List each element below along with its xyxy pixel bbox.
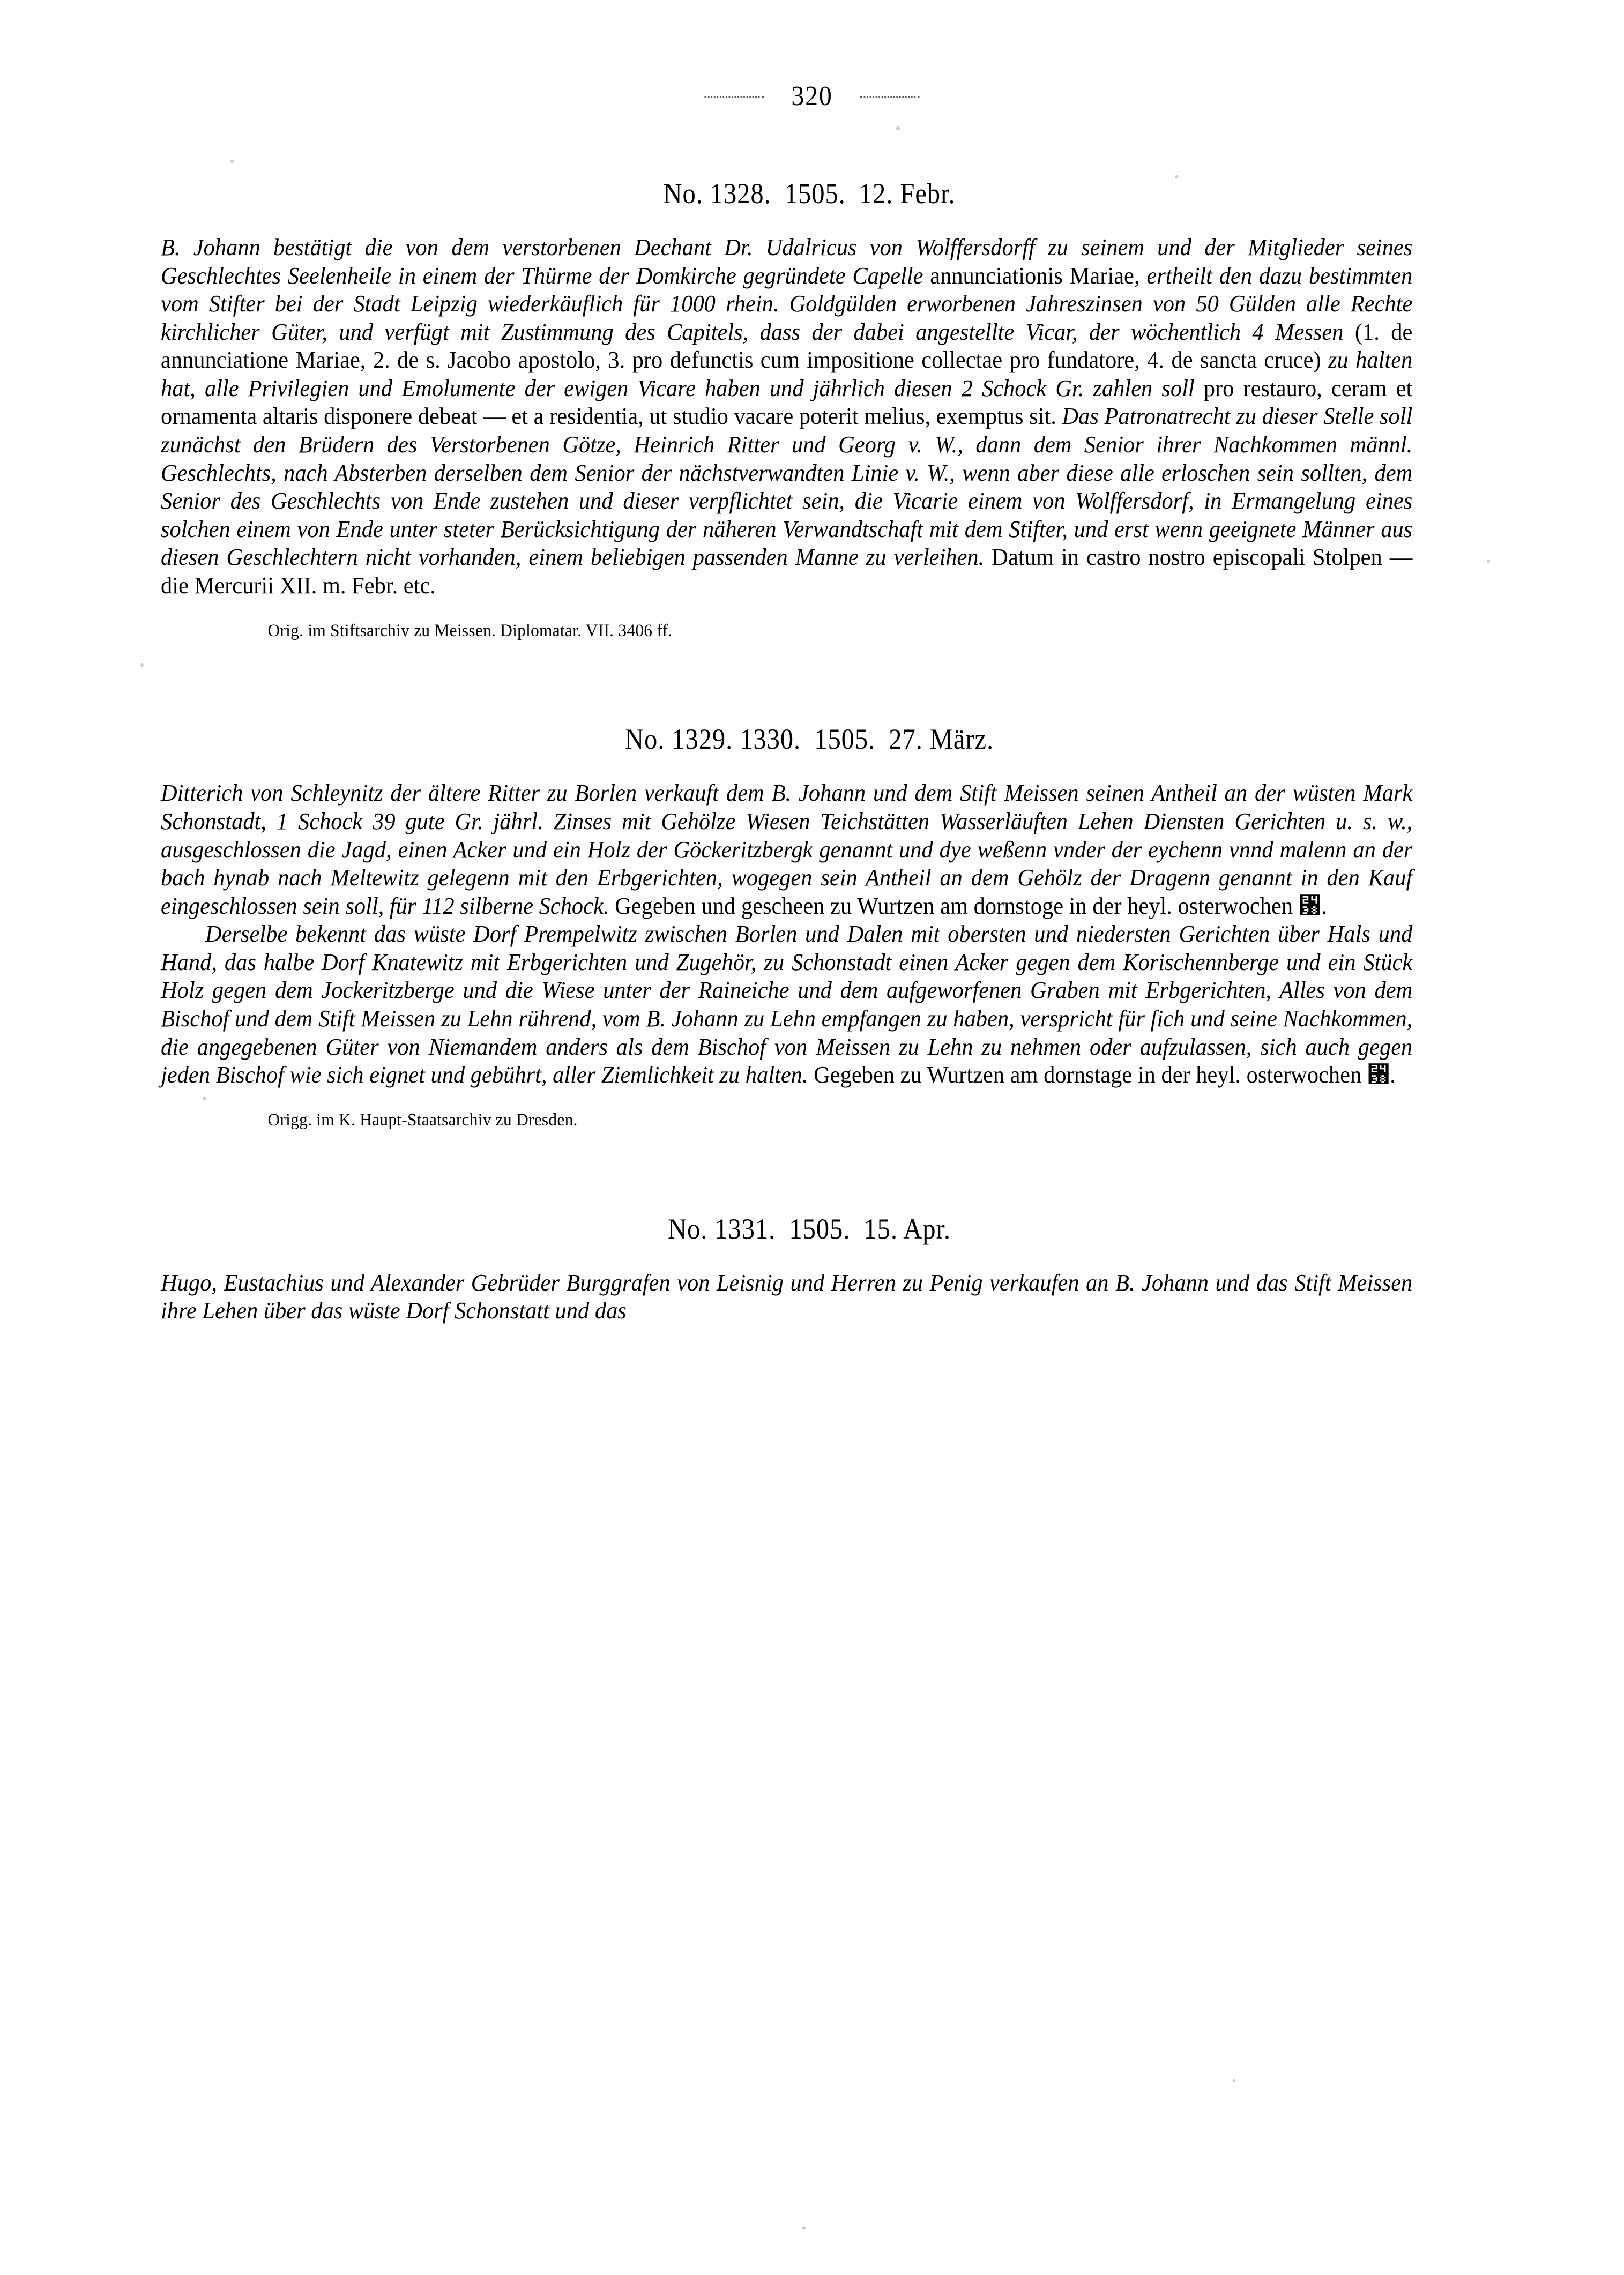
regest-run-latin: (1. de annunciatione Mariae, 2. de s. Jacobo apostolo, 3. pro defunctis cum impositione collectae pro fundatore, 4. de sancta cruce): [161, 318, 1413, 374]
scan-speck: [802, 2226, 806, 2230]
entry-heading-1328: [226, 177, 1393, 210]
regest-run-german: mit den Erbgerichten, wogegen sein Antheil an dem Gehölz der Dragenn genannt in den Kauf eingeschlossen sein soll, für 112 silberne Schock.: [161, 864, 1413, 919]
entry-year: 1505.: [814, 723, 876, 756]
regest-paragraph: [161, 234, 1412, 600]
running-head: [65, 80, 1559, 112]
regest-paragraph: [161, 779, 1412, 920]
entry-number: No. 1331.: [668, 1212, 776, 1245]
text-column: [161, 177, 1458, 1325]
regest-run-german: zu halten hat, alle Privilegien und Emolumente der ewigen Vicare haben und jährlich diesen 2 Schock Gr. zahlen soll: [161, 347, 1413, 401]
scan-speck: [1233, 2079, 1235, 2082]
regest-run-german: Ditterich von Schleynitz der ältere Ritter zu Borlen verkauft dem B. Johann und dem Stift Meissen seinen Antheil an der wüsten Mark Schonstadt, 1 Schock 39 gute Gr. jährl. Zinses mit Gehölze Wiesen Teichstätten Wasserläuften Lehen Diensten Gerichten u. s. w., ausgeschlossen die Jagd, einen Acker und ein Holz der Göckeritzbergk genannt und dye weßenn vnder der eychenn vnnd malenn an der bach hynab nach Meltewitz gelegenn: [161, 780, 1413, 891]
regest-run-german: Derselbe bekennt das wüste Dorf Prempelwitz zwischen Borlen und Dalen mit obersten und niedersten Gerichten über Hals und Hand, das halbe Dorf Knatewitz mit Erbgerichten und Zugehör, zu Schonstadt einen Acker gegen dem Korischennberge und ein Stück Holz gegen dem Jockeritzberge und die Wiese unter der Raineiche und dem aufgeworfenen Graben mit Erbgerichten, Alles von dem Bischof und dem Stift Meissen zu Lehn rührend, vom B. Johann zu Lehn empfangen zu haben, verspricht für ſich und seine Nachkommen, die angegebenen Güter von Niemandem anders als dem Bischof von Meissen zu Lehn zu nehmen oder aufzulassen, sich auch gegen jeden Bischof wie sich eignet und gebührt, aller Ziemlichkeit zu halten.: [161, 921, 1413, 1088]
entry-number: No. 1328.: [663, 177, 771, 210]
scan-speck: [140, 663, 144, 667]
regest-run-latin: annunciationis Mariae: [930, 262, 1134, 289]
entry-year: 1505.: [784, 177, 846, 210]
scan-speck: [896, 126, 900, 130]
source-note: Orig. im Stiftsarchiv zu Meissen. Diplomatar. VII. 3406 ff.: [267, 621, 673, 640]
regest-run-latin: pro restauro, ceram et ornamenta altaris disponere debeat — et a residentia, ut studio vacare poterit melius, exemptus sit.: [161, 375, 1413, 430]
regest-run-roman: Gegeben und gescheen zu Wurtzen am dornstoge in der heyl. osterwochen ␸.: [615, 892, 1327, 919]
regest-run-german: Das Patronatrecht zu dieser Stelle soll zunächst den Brüdern des Verstorbenen Götze, Heinrich Ritter und Georg v. W., dann dem Senior ihrer Nachkommen männl. Geschlechts, nach Absterben derselben dem Senior der nächstverwandten Linie v. W., wenn aber diese alle erloschen sein sollten, dem Senior des Geschlechts von Ende zustehen und dieser verpflichtet sein, die Vicarie einem von Wolffersdorf, in Ermangelung eines solchen einem von Ende unter steter Berücksichtigung der näheren Verwandtschaft mit dem Stifter, und erst wenn geeignete Männer aus diesen Geschlechtern nicht vorhanden, einem beliebigen passenden Manne zu verleihen.: [161, 403, 1413, 571]
regest-run-german: , ertheilt den dazu bestimmten vom Stifter bei der Stadt Leipzig wiederkäuflich für 1000 rhein. Goldgülden erworbenen Jahreszinsen von 50 Gülden alle Rechte kirchlicher Güter, und verfügt mit Zustimmung des Capitels, dass der dabei angestellte Vicar, der wöchentlich 4 Messen: [161, 262, 1413, 345]
entry-date: 27. März.: [889, 723, 994, 756]
rule-right-icon: [860, 96, 919, 98]
scan-speck: [230, 160, 234, 163]
scan-speck: [203, 1097, 206, 1100]
entry-date: 15. Apr.: [863, 1212, 951, 1245]
regest-paragraph: [161, 920, 1412, 1089]
regest-run-roman: Gegeben zu Wurtzen am dornstage in der heyl. osterwochen ␸.: [814, 1062, 1396, 1088]
entry-heading-1329-1330: [226, 722, 1393, 756]
rule-left-icon: [704, 96, 763, 98]
entry-year: 1505.: [789, 1212, 851, 1245]
source-note: Origg. im K. Haupt-Staatsarchiv zu Dresden.: [267, 1110, 578, 1130]
regest-run-latin: Datum in castro nostro episcopali Stolpen — die Mercurii XII. m. Febr. etc.: [161, 544, 1413, 599]
entry-number: No. 1329. 1330.: [625, 723, 801, 756]
regest-run-german: Hugo, Eustachius und Alexander Gebrüder Burggrafen von Leisnig und Herren zu Penig verkaufen an B. Johann und das Stift Meissen ihre Lehen über das wüste Dorf Schonstatt und das: [161, 1269, 1413, 1324]
regest-paragraph: [161, 1269, 1412, 1325]
entry-date: 12. Febr.: [859, 177, 956, 210]
scan-speck: [1175, 175, 1178, 178]
page-number: 320: [791, 81, 833, 111]
entry-heading-1331: [226, 1212, 1393, 1245]
regest-run-german: B. Johann bestätigt die von dem verstorbenen Dechant Dr. Udalricus von Wolffersdorff zu seinem und der Mitglieder seines Geschlechtes Seelenheile in einem der Thürme der Domkirche gegründete Capelle: [161, 234, 1413, 289]
scan-speck: [1487, 560, 1490, 563]
